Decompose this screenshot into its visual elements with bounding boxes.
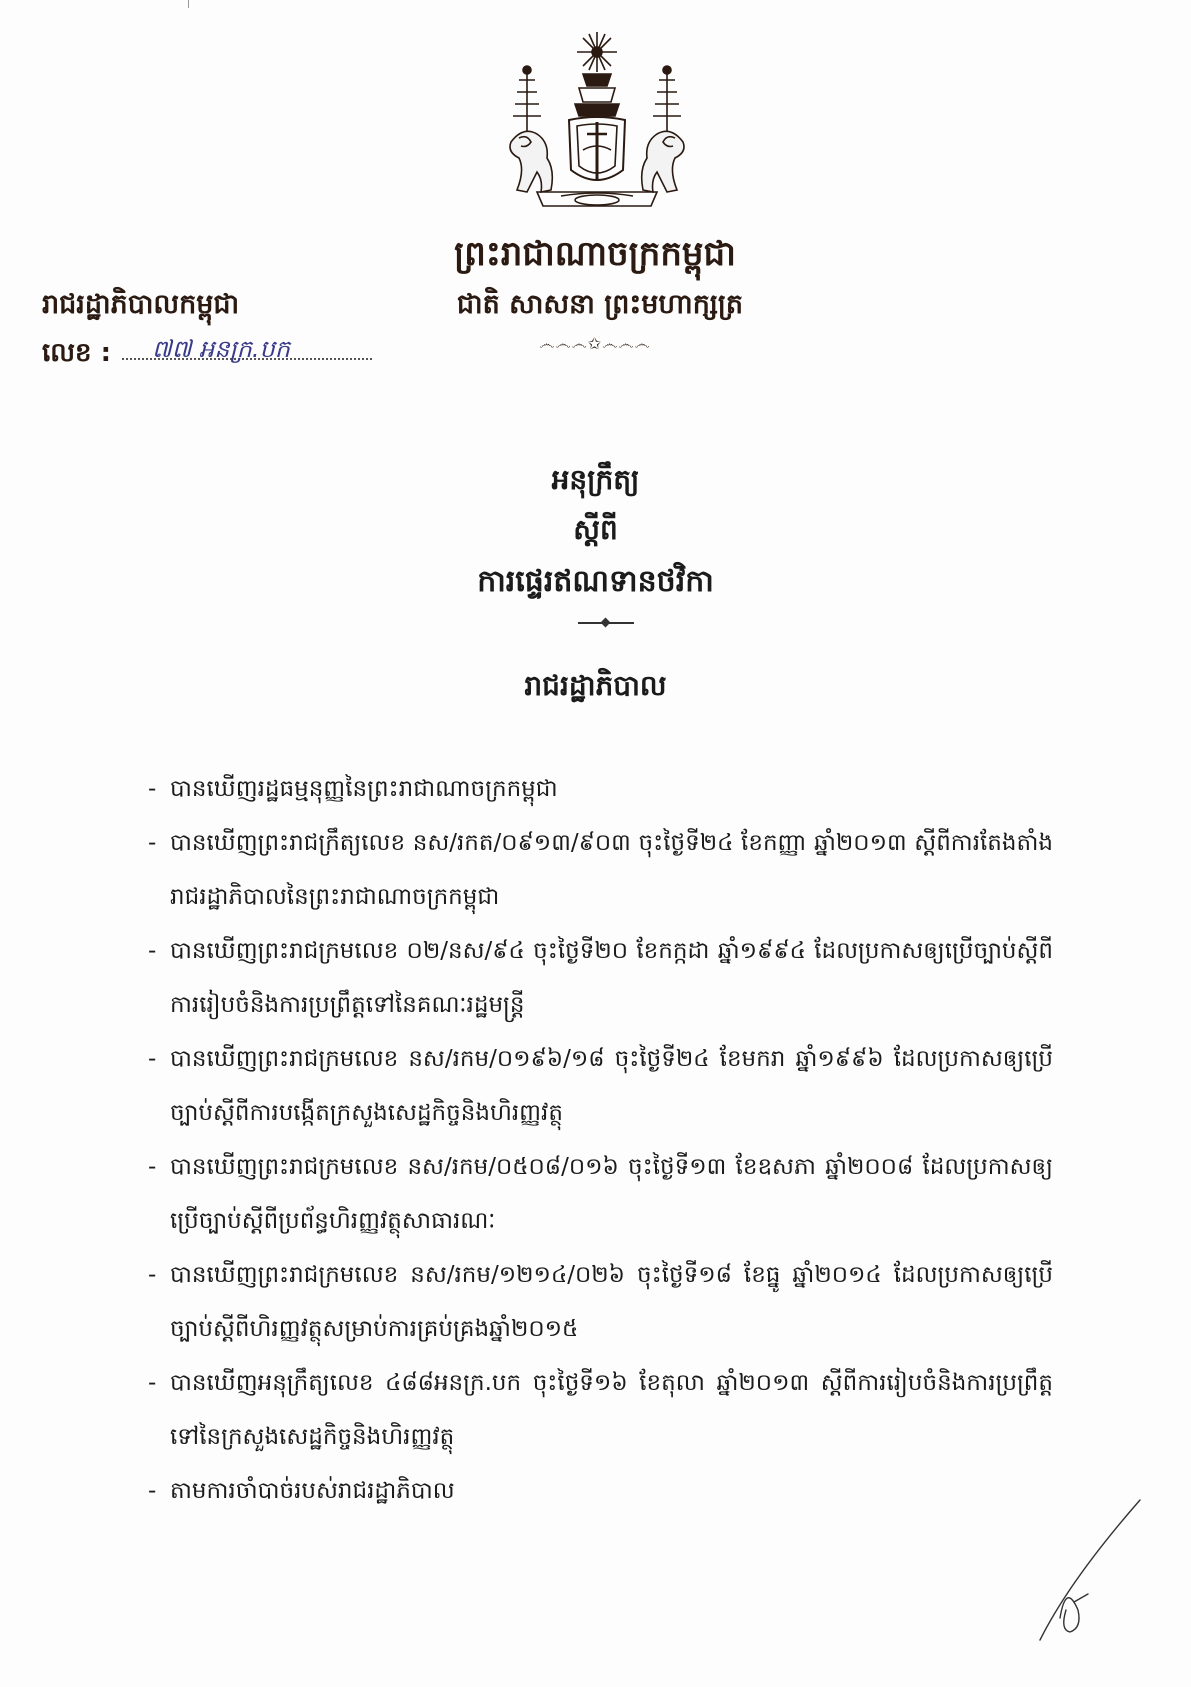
title-divider	[578, 622, 634, 624]
clause-text: បានឃើញអនុក្រឹត្យលេខ ៤៨៨អនក្រ.បក ចុះថ្ងៃទី១៦ ខែតុលា ឆ្នាំ២០១៣ ស្តីពីការរៀបចំនិងការប្រព្រឹត្តទៅនៃក្រសួងសេដ្ឋកិច្ចនិងហិរញ្ញវត្ថុ	[170, 1370, 1053, 1450]
preamble-clause	[148, 1464, 1053, 1518]
national-motto: ជាតិ សាសនា ព្រះមហាក្សត្រ	[456, 289, 744, 320]
document-about: ស្តីពី	[573, 513, 618, 546]
clause-dash: -	[148, 1262, 157, 1288]
clause-dash: -	[148, 938, 157, 964]
issuer-name: រាជរដ្ឋាភិបាលកម្ពុជា	[42, 289, 240, 320]
document-subject: ការផ្ទេរឥណទានថវិកា	[477, 564, 714, 599]
reference-line	[42, 336, 372, 370]
clause-text: បានឃើញព្រះរាជក្រមលេខ នស/រកម/១២១៤/០២៦ ចុះថ្ងៃទី១៨ ខែធ្នូ ឆ្នាំ២០១៤ ដែលប្រកាសឲ្យប្រើច្បាប់ស្តីពីហិរញ្ញវត្ថុសម្រាប់ការគ្រប់គ្រងឆ្នាំ២០១៥	[170, 1262, 1053, 1342]
clause-text: តាមការចាំបាច់របស់រាជរដ្ឋាភិបាល	[170, 1478, 455, 1504]
preamble-clause	[148, 1032, 1053, 1140]
scan-mark	[188, 0, 189, 8]
preamble-clause	[148, 1140, 1053, 1248]
preamble-clause	[148, 762, 1053, 816]
preamble-clauses	[148, 762, 1053, 1518]
clause-text: បានឃើញព្រះរាជក្រឹត្យលេខ នស/រកត/០៩១៣/៩០៣ ចុះថ្ងៃទី២៤ ខែកញ្ញា ឆ្នាំ២០១៣ ស្តីពីការតែងតាំងរាជរដ្ឋាភិបាលនៃព្រះរាជាណាចក្រកម្ពុជា	[170, 830, 1053, 910]
preamble-clause	[148, 924, 1053, 1032]
document-type: អនុក្រឹត្យ	[551, 463, 640, 496]
body-heading: រាជរដ្ឋាភិបាល	[524, 669, 667, 702]
clause-text: បានឃើញព្រះរាជក្រមលេខ ០២/នស/៩៤ ចុះថ្ងៃទី២០ ខែកក្កដា ឆ្នាំ១៩៩៤ ដែលប្រកាសឲ្យប្រើច្បាប់ស្តីពីការរៀបចំនិងការប្រព្រឹត្តទៅនៃគណៈរដ្ឋមន្ត្រី	[170, 938, 1053, 1018]
royal-coat-of-arms-emblem	[497, 30, 697, 218]
clause-dash: -	[148, 776, 157, 802]
clause-dash: -	[148, 830, 157, 856]
preamble-clause	[148, 816, 1053, 924]
clause-dash: -	[148, 1478, 157, 1504]
reference-number: ៧៧ អនក្រ.បក	[152, 335, 290, 363]
clause-text: បានឃើញរដ្ឋធម្មនុញ្ញនៃព្រះរាជាណាចក្រកម្ពុជា	[170, 776, 558, 802]
preamble-clause	[148, 1248, 1053, 1356]
clause-text: បានឃើញព្រះរាជក្រមលេខ នស/រកម/០៥០៨/០១៦ ចុះថ្ងៃទី១៣ ខែឧសភា ឆ្នាំ២០០៨ ដែលប្រកាសឲ្យប្រើច្បាប់ស្តីពីប្រព័ន្ធហិរញ្ញវត្ថុសាធារណៈ	[170, 1154, 1053, 1234]
clause-dash: -	[148, 1154, 157, 1180]
clause-text: បានឃើញព្រះរាជក្រមលេខ នស/រកម/០១៩៦/១៨ ចុះថ្ងៃទី២៤ ខែមករា ឆ្នាំ១៩៩៦ ដែលប្រកាសឲ្យប្រើច្បាប់ស្តីពីការបង្កើតក្រសួងសេដ្ឋកិច្ចនិងហិរញ្ញវត្ថុ	[170, 1046, 1053, 1126]
clause-dash: -	[148, 1046, 157, 1072]
ornament-divider: ෴෴෴✩෴෴෴	[539, 334, 651, 353]
handwritten-signature	[1030, 1490, 1150, 1650]
kingdom-title: ព្រះរាជាណាចក្រកម្ពុជា	[454, 234, 736, 274]
clause-dash: -	[148, 1370, 157, 1396]
preamble-clause	[148, 1356, 1053, 1464]
reference-label: លេខ :	[42, 338, 111, 368]
